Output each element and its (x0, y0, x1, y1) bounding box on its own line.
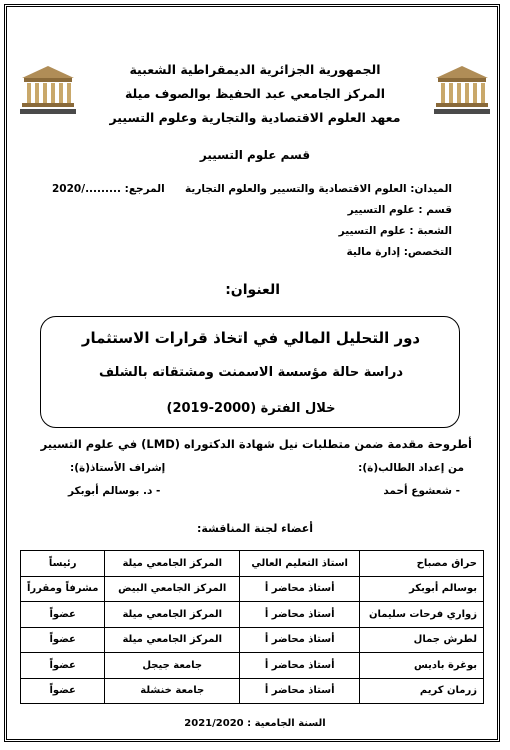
reference-line: المرجع: ........./2020 (52, 183, 165, 195)
table-row (21, 602, 484, 628)
member-role: عضواً (21, 627, 105, 653)
member-role: رئيساً (21, 551, 105, 577)
department-line: قسم : علوم التسيير (347, 204, 452, 216)
member-rank: أستاذ محاضر أ (240, 653, 360, 679)
case-study: دراسة حالة مؤسسة الاسمنت ومشتقاته بالشلف (98, 365, 404, 380)
member-name: حراق مصباح (360, 551, 484, 577)
member-rank: استاذ التعليم العالي (240, 551, 360, 577)
member-name: بوغرة باديس (360, 653, 484, 679)
member-rank: أستاذ محاضر أ (240, 576, 360, 602)
member-role: مشرفاً ومقرراً (21, 576, 105, 602)
republic-name: الجمهورية الجزائرية الديمقراطية الشعبية (129, 62, 381, 77)
member-institution: المركز الجامعي البيض (105, 576, 240, 602)
table-row (21, 653, 484, 679)
member-institution: المركز الجامعي ميلة (105, 551, 240, 577)
academic-year: السنة الجامعية : 2021/2020 (184, 718, 326, 729)
member-name: زواري فرحات سليمان (360, 602, 484, 628)
institute-name: معهد العلوم الاقتصادية والتجارية وعلوم التسيير (109, 110, 401, 125)
supervisor-label: إشراف الأستاذ(ة): (70, 462, 166, 474)
thesis-purpose: أطروحة مقدمة ضمن متطلبات نيل شهادة الدكتوراه (LMD) في علوم التسيير (40, 437, 472, 451)
table-row (21, 576, 484, 602)
university-name: المركز الجامعي عبد الحفيظ بوالصوف ميلة (124, 86, 386, 101)
committee-title: أعضاء لجنة المناقشة: (196, 522, 314, 535)
member-role: عضواً (21, 602, 105, 628)
prepared-by-label: من إعداد الطالب(ة): (358, 462, 464, 474)
committee-table (20, 550, 484, 704)
thesis-title-box (40, 316, 460, 428)
member-institution: جامعة جيجل (105, 653, 240, 679)
supervisor-name: - د. بوسالم أبوبكر (68, 485, 161, 497)
thesis-title: دور التحليل المالي في اتخاذ قرارات الاستثمار (81, 329, 421, 347)
table-row (21, 627, 484, 653)
field-line: الميدان: العلوم الاقتصادية والتسيير والعلوم التجارية (185, 183, 452, 195)
title-label: العنوان: (225, 282, 280, 298)
table-row (21, 678, 484, 704)
department-name: قسم علوم التسيير (199, 148, 311, 162)
member-institution: جامعة خنشلة (105, 678, 240, 704)
table-row (21, 551, 484, 577)
student-name: - شعشوع أحمد (383, 485, 460, 497)
member-role: عضواً (21, 653, 105, 679)
member-role: عضواً (21, 678, 105, 704)
member-name: بوسالم أبوبكر (360, 576, 484, 602)
member-name: لطرش جمال (360, 627, 484, 653)
member-institution: المركز الجامعي ميلة (105, 602, 240, 628)
member-rank: أستاذ محاضر أ (240, 602, 360, 628)
member-rank: أستاذ محاضر أ (240, 627, 360, 653)
study-period: خلال الفترة (2000-2019) (166, 401, 336, 416)
member-institution: المركز الجامعي ميلة (105, 627, 240, 653)
member-rank: أستاذ محاضر أ (240, 678, 360, 704)
branch-line: الشعبة : علوم التسيير (338, 225, 452, 237)
member-name: زرمان كريم (360, 678, 484, 704)
specialty-line: التخصص: إدارة مالية (346, 246, 452, 258)
